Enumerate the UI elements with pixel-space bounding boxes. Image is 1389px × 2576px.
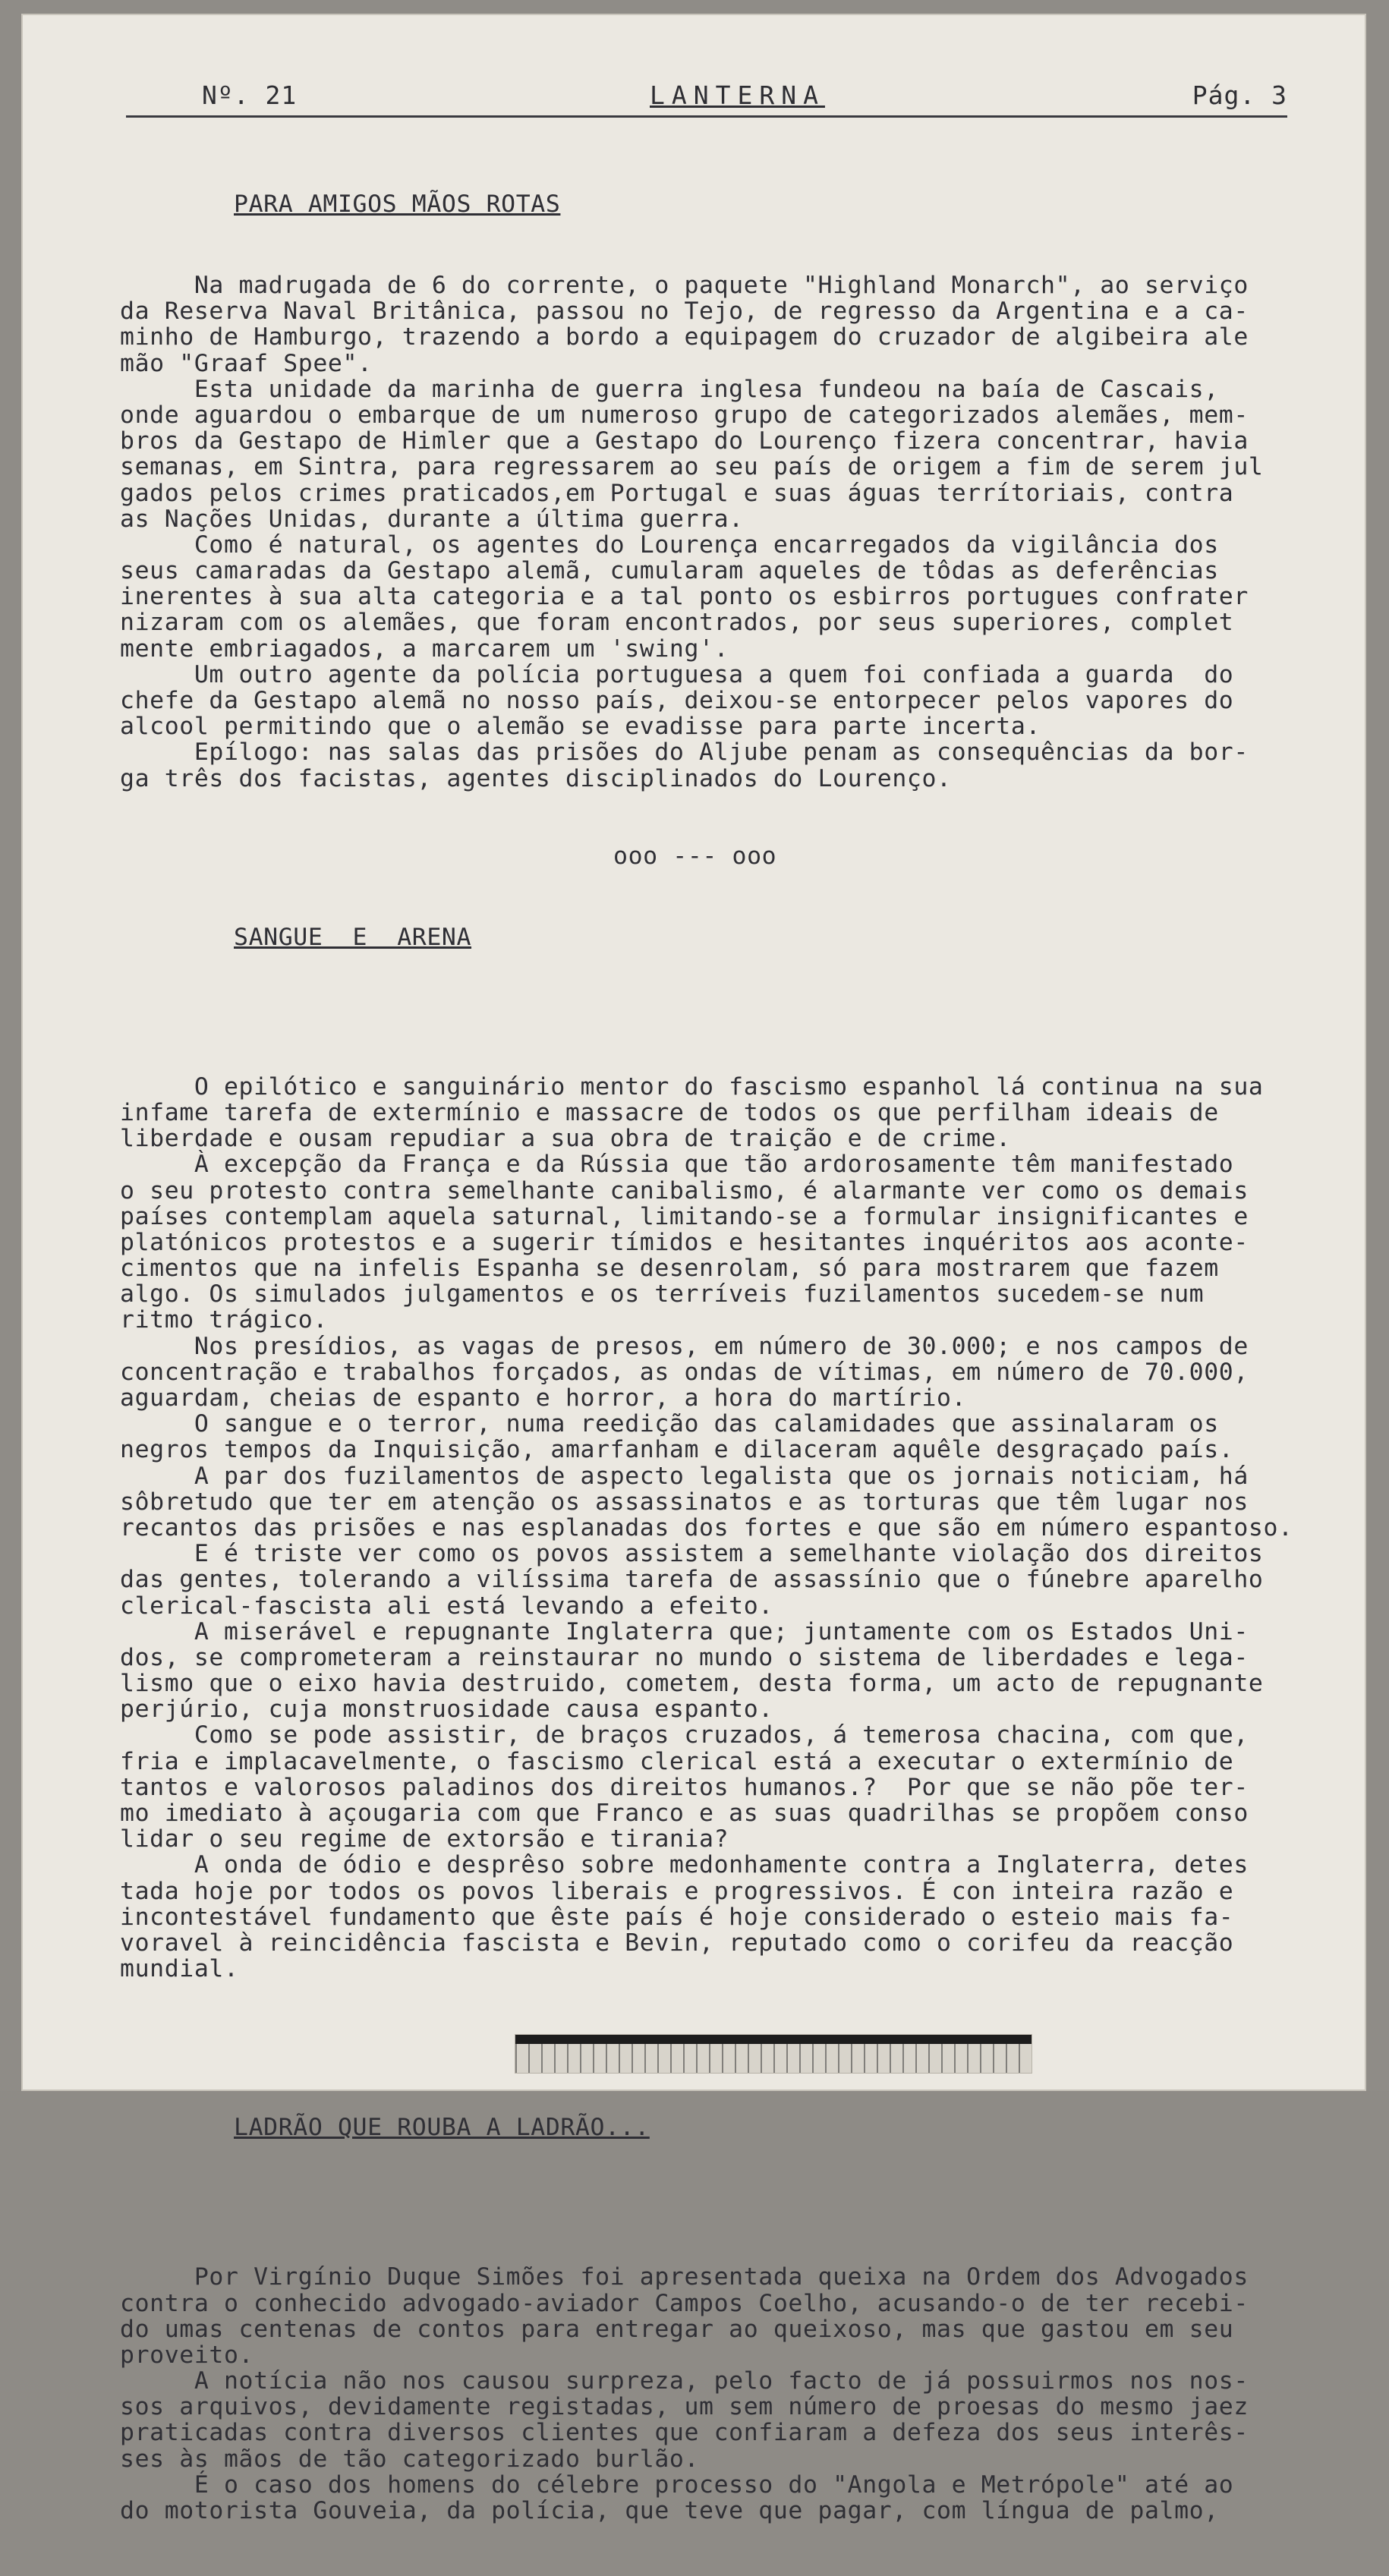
text-line: A onda de ódio e desprêso sobre medonhamente contra a Inglaterra, detes xyxy=(120,1851,1249,1879)
text-line: contra o conhecido advogado-aviador Campos Coelho, acusando-o de ter recebi- xyxy=(120,2289,1249,2317)
text-line: gados pelos crimes praticados,em Portugal e suas águas terrítoriais, contra xyxy=(120,479,1234,507)
text-line: Nos presídios, as vagas de presos, em número de 30.000; e nos campos de xyxy=(120,1332,1249,1360)
text-line: incontestável fundamento que êste país é hoje considerado o esteio mais fa- xyxy=(120,1903,1234,1931)
text-line: À excepção da França e da Rússia que tão ardorosamente têm manifestado xyxy=(120,1151,1234,1179)
text-line: Por Virgínio Duque Simões foi apresentada queixa na Ordem dos Advogados xyxy=(120,2263,1249,2291)
text-line: inerentes à sua alta categoria e a tal ponto os esbirros portugues confrater xyxy=(120,583,1249,611)
text-line: ses às mãos de tão categorizado burlão. xyxy=(120,2445,700,2473)
text-line: mente embriagados, a marcarem um 'swing'. xyxy=(120,635,729,663)
text-line: do motorista Gouveia, da polícia, que teve que pagar, com língua de palmo, xyxy=(120,2497,1219,2524)
text-line: perjúrio, cuja monstruosidade causa espanto. xyxy=(120,1696,773,1724)
newspaper-title: LANTERNA xyxy=(650,80,825,110)
text-line: mo imediato à açougaria com que Franco e as suas quadrilhas se propõem conso xyxy=(120,1800,1249,1827)
text-line: aguardam, cheias de espanto e horror, a hora do martírio. xyxy=(120,1384,967,1412)
text-line: seus camaradas da Gestapo alemã, cumularam aqueles de tôdas as deferências xyxy=(120,557,1219,585)
text-line: sôbretudo que ter em atenção os assassinatos e as torturas que têm lugar nos xyxy=(120,1488,1249,1516)
text-line: Como é natural, os agentes do Lourença encarregados da vigilância dos xyxy=(120,531,1219,559)
text-line: Esta unidade da marinha de guerra inglesa fundeou na baía de Cascais, xyxy=(120,375,1219,403)
article-body xyxy=(120,1074,1350,1982)
text-line: países contemplam aquela saturnal, limitando-se a formular insignificantes e xyxy=(120,1202,1249,1230)
text-line: O epilótico e sanguinário mentor do fascismo espanhol lá continua na sua xyxy=(120,1072,1264,1101)
scale-ruler xyxy=(515,2034,1032,2074)
text-line: É o caso dos homens do célebre processo do "Angola e Metrópole" até ao xyxy=(120,2471,1234,2499)
text-line: Na madrugada de 6 do corrente, o paquete "Highland Monarch", ao serviço xyxy=(120,272,1249,299)
text-line: bros da Gestapo de Himler que a Gestapo do Lourenço fizera concentrar, havia xyxy=(120,427,1249,455)
text-line: das gentes, tolerando a vilíssima tarefa de assassínio que o fúnebre aparelho xyxy=(120,1566,1264,1594)
ruler-ticks xyxy=(515,2044,1032,2073)
page-number: Pág. 3 xyxy=(1192,80,1287,110)
text-line: da Reserva Naval Britânica, passou no Tejo, de regresso da Argentina e a ca- xyxy=(120,298,1249,326)
issue-number: Nº. 21 xyxy=(202,80,298,110)
article-title: LADRÃO QUE ROUBA A LADRÃO... xyxy=(234,2114,650,2142)
spacer xyxy=(120,1005,1350,1022)
text-line: A par dos fuzilamentos de aspecto legalista que os jornais noticiam, há xyxy=(120,1462,1249,1490)
ruler-band xyxy=(515,2035,1032,2044)
text-line: negros tempos da Inquisição, amarfanham e dilaceram aquêle desgraçado país. xyxy=(120,1436,1234,1464)
text-line: algo. Os simulados julgamentos e os terríveis fuzilamentos sucedem-se num xyxy=(120,1280,1205,1308)
text-line: infame tarefa de extermínio e massacre de todos os que perfilham ideais de xyxy=(120,1098,1219,1126)
spacer xyxy=(120,2196,1350,2212)
text-line: nizaram com os alemães, que foram encontrados, por seus superiores, complet xyxy=(120,609,1234,637)
text-line: dos, se comprometeram a reinstaurar no mundo o sistema de liberdades e lega- xyxy=(120,1643,1249,1671)
article-title: SANGUE E ARENA xyxy=(234,923,472,951)
text-line: semanas, em Sintra, para regressarem ao seu país de origem a fim de serem jul xyxy=(120,453,1264,481)
article-body xyxy=(120,272,1350,792)
text-line: O sangue e o terror, numa reedição das calamidades que assinalaram os xyxy=(120,1410,1219,1438)
text-line: clerical-fascista ali está levando a efeito. xyxy=(120,1592,773,1620)
text-line: o seu protesto contra semelhante canibalismo, é alarmante ver como os demais xyxy=(120,1176,1249,1205)
text-line: liberdade e ousam repudiar a sua obra de traição e de crime. xyxy=(120,1125,1011,1153)
text-line: proveito. xyxy=(120,2341,254,2369)
text-line: mundial. xyxy=(120,1955,239,1983)
body-text xyxy=(120,137,1350,2576)
text-line: Um outro agente da polícia portuguesa a quem foi confiada a guarda do xyxy=(120,660,1234,688)
document-page xyxy=(21,14,1366,2524)
text-line: minho de Hamburgo, trazendo a bordo a equipagem do cruzador de algibeira ale xyxy=(120,323,1249,351)
header-rule xyxy=(126,115,1287,118)
text-line: E é triste ver como os povos assistem a semelhante violação dos direitos xyxy=(120,1540,1264,1568)
text-line: tada hoje por todos os povos liberais e progressivos. É con inteira razão e xyxy=(120,1877,1234,1905)
text-line: platónicos protestos e a sugerir tímidos e hesitantes inquéritos aos aconte- xyxy=(120,1228,1249,1256)
text-line: sos arquivos, devidamente registadas, um sem número de proesas do mesmo jaez xyxy=(120,2393,1249,2421)
text-line: A notícia não nos causou surpreza, pelo facto de já possuirmos nos nos- xyxy=(120,2367,1249,2395)
text-line: Epílogo: nas salas das prisões do Aljube penam as consequências da bor- xyxy=(120,738,1249,767)
text-line: Como se pode assistir, de braços cruzados, á temerosa chacina, com que, xyxy=(120,1721,1249,1749)
text-line: A miserável e repugnante Inglaterra que; juntamente com os Estados Uni- xyxy=(120,1617,1249,1645)
section-separator: ooo --- ooo xyxy=(613,842,777,871)
text-line: praticadas contra diversos clientes que confiaram a defeza dos seus interês- xyxy=(120,2419,1249,2447)
text-line: mão "Graaf Spee". xyxy=(120,349,373,377)
text-line: lidar o seu regime de extorsão e tirania? xyxy=(120,1825,729,1853)
text-line: cimentos que na infelis Espanha se desenrolam, só para mostrarem que fazem xyxy=(120,1255,1219,1283)
text-line: alcool permitindo que o alemão se evadisse para parte incerta. xyxy=(120,713,1041,741)
text-line: ga três dos facistas, agentes disciplinados do Lourenço. xyxy=(120,764,952,792)
text-line: as Nações Unidas, durante a última guerra. xyxy=(120,505,744,533)
text-line: recantos das prisões e nas esplanadas dos fortes e que são em número espantoso. xyxy=(120,1513,1293,1542)
article-body xyxy=(120,2264,1350,2524)
article-title: PARA AMIGOS MÃOS ROTAS xyxy=(234,191,561,219)
text-line: chefe da Gestapo alemã no nosso país, deixou-se entorpecer pelos vapores do xyxy=(120,687,1234,714)
text-line: tantos e valorosos paladinos dos direitos humanos.? Por que se não põe ter- xyxy=(120,1773,1249,1801)
text-line: ritmo trágico. xyxy=(120,1306,328,1334)
text-line: lismo que o eixo havia destruido, cometem, desta forma, um acto de repugnante xyxy=(120,1670,1264,1698)
text-line: voravel à reincidência fascista e Bevin, reputado como o corifeu da reacção xyxy=(120,1929,1234,1957)
text-line: fria e implacavelmente, o fascismo clerical está a executar o extermínio de xyxy=(120,1747,1234,1775)
text-line: concentração e trabalhos forçados, as ondas de vítimas, em número de 70.000, xyxy=(120,1358,1249,1386)
text-line: do umas centenas de contos para entregar ao queixoso, mas que gastou em seu xyxy=(120,2315,1234,2343)
page-header xyxy=(126,73,1287,115)
text-line: onde aguardou o embarque de um numeroso grupo de categorizados alemães, mem- xyxy=(120,401,1249,429)
